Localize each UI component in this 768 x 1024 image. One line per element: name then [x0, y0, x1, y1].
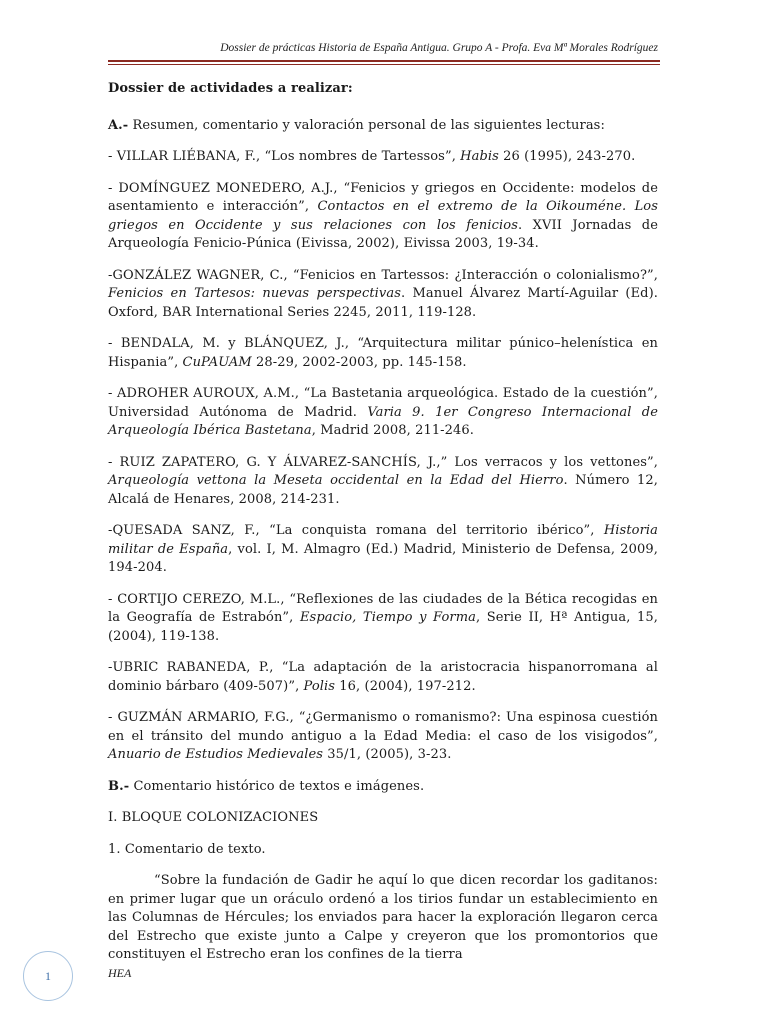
section-a-text: Resumen, comentario y valoración personal de las siguientes lecturas:	[128, 117, 605, 133]
page-number-badge	[23, 951, 73, 1001]
document-title: Dossier de actividades a realizar:	[108, 81, 353, 96]
reference-item: - DOMÍNGUEZ MONEDERO, A.J., “Fenicios y griegos en Occidente: modelos de asentamiento e interacción”, Contactos en el extremo de la Oikouméne. Los griegos en Occidente y sus relaciones con los fenicios. XVII Jornadas de Arqueología Fenicio-Púnica (Eivissa, 2002), Eivissa 2003, 19-34.	[108, 180, 658, 251]
page-header: Dossier de prácticas Historia de España Antigua. Grupo A - Profa. Eva Mª Morales Rodríguez	[220, 42, 658, 54]
reference-item: - ADROHER AUROUX, A.M., “La Bastetania arqueológica. Estado de la cuestión”, Universidad Autónoma de Madrid. Varia 9. 1er Congreso Internacional de Arqueología Ibérica Bastetana, Madrid 2008, 211-246.	[108, 386, 658, 438]
section-b-intro	[108, 778, 658, 797]
header-rule-thick	[108, 60, 660, 62]
section-a-label: A.-	[108, 117, 129, 133]
document-body	[108, 80, 658, 978]
header-rule-thin	[108, 64, 660, 65]
section-b-text: Comentario histórico de textos e imágenes.	[129, 778, 425, 794]
reference-item: -GONZÁLEZ WAGNER, C., “Fenicios en Tartessos: ¿Interacción o colonialismo?”, Fenicios en Tartesos: nuevas perspectivas. Manuel Álvarez Martí-Aguilar (Ed). Oxford, BAR International Series 2245, 2011, 119-128.	[108, 267, 658, 320]
bloque-heading: I. BLOQUE COLONIZACIONES	[108, 810, 319, 825]
comentario-heading: 1. Comentario de texto.	[108, 841, 266, 857]
reference-item: - CORTIJO CEREZO, M.L., “Reflexiones de las ciudades de la Bética recogidas en la Geografía de Estrabón”, Espacio, Tiempo y Forma, Serie II, Hª Antigua, 15, (2004), 119-138.	[108, 591, 658, 644]
reference-item: -QUESADA SANZ, F., “La conquista romana del territorio ibérico”, Historia militar de España, vol. I, M. Almagro (Ed.) Madrid, Ministerio de Defensa, 2009, 194-204.	[108, 523, 658, 575]
reference-item: - VILLAR LIÉBANA, F., “Los nombres de Tartessos”, Habis 26 (1995), 243-270.	[108, 149, 636, 164]
reference-item: -UBRIC RABANEDA, P., “La adaptación de la aristocracia hispanorromana al dominio bárbaro (409-507)”, Polis 16, (2004), 197-212.	[108, 660, 658, 694]
quote-paragraph: “Sobre la fundación de Gadir he aquí lo que dicen recordar los gaditanos: en primer lugar que un oráculo ordenó a los tirios fundar un establecimiento en las Columnas de Hércules; los enviados para hacer la exploración llegaron cerca del Estrecho que existe junto a Calpe y creyeron que los promontorios que constituyen el Estrecho eran los confines de la tierra	[108, 873, 658, 962]
reference-item: - GUZMÁN ARMARIO, F.G., “¿Germanismo o romanismo?: Una espinosa cuestión en el tránsito del mundo antiguo a la Edad Media: el caso de los visigodos”, Anuario de Estudios Medievales 35/1, (2005), 3-23.	[108, 710, 658, 762]
section-b-label: B.-	[108, 778, 130, 794]
reference-item: - RUIZ ZAPATERO, G. Y ÁLVAREZ-SANCHÍS, J.,” Los verracos y los vettones”, Arqueología vettona la Meseta occidental en la Edad del Hierro. Número 12, Alcalá de Henares, 2008, 214-231.	[108, 454, 658, 507]
section-a-intro	[108, 117, 658, 136]
reference-item: - BENDALA, M. y BLÁNQUEZ, J., “Arquitectura militar púnico–helenística en Hispania”, CuPAUAM 28-29, 2002-2003, pp. 145-158.	[108, 336, 658, 370]
footer-text: HEA	[108, 966, 132, 980]
page-number: 1	[45, 968, 51, 983]
